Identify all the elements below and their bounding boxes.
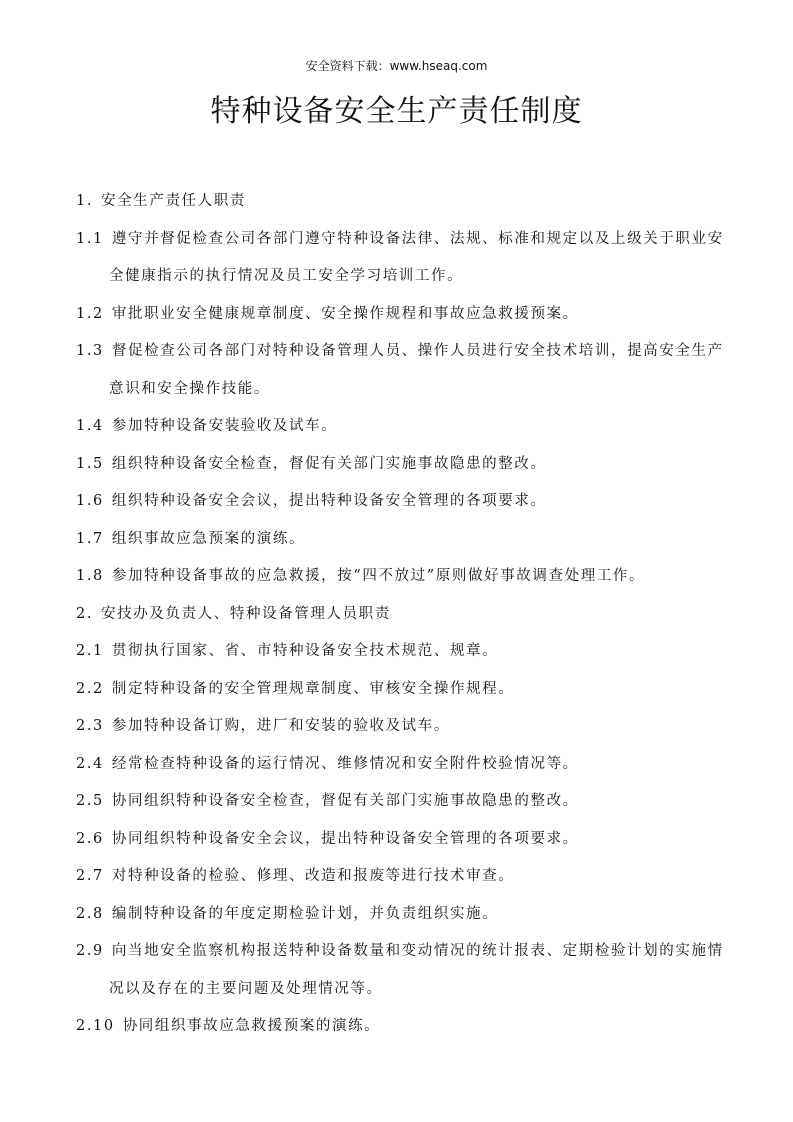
- paragraph: [76, 1008, 726, 1046]
- paragraph: [76, 558, 726, 596]
- paragraph-text: 经常检查特种设备的运行情况、维修情况和安全附件校验情况等。: [111, 755, 579, 772]
- paragraph: [76, 783, 726, 821]
- paragraph-continuation: 况以及存在的主要问题及处理情况等。: [109, 980, 383, 997]
- paragraph-text: 参加特种设备订购，进厂和安装的验收及试车。: [111, 718, 450, 734]
- paragraph-number: 2.8: [76, 905, 104, 922]
- paragraph-text: 组织事故应急预案的演练。: [111, 530, 306, 547]
- paragraph-number: 2.6: [76, 830, 104, 847]
- paragraph-text: 安全生产责任人职责: [101, 193, 246, 209]
- paragraph-text: 向当地安全监察机构报送特种设备数量和变动情况的统计报表、定期检验计划的实施情: [111, 943, 724, 959]
- paragraph: [76, 746, 726, 784]
- paragraph-number: 1.6: [76, 493, 104, 509]
- paragraph-number: 1.3: [76, 343, 104, 359]
- paragraph: [76, 408, 726, 446]
- paragraph-continuation: 全健康指示的执行情况及员工安全学习培训工作。: [109, 268, 464, 284]
- paragraph: [76, 333, 726, 408]
- paragraph-text: 审批职业安全健康规章制度、安全操作规程和事故应急救援预案。: [111, 305, 579, 322]
- paragraph-number: 2.3: [76, 718, 104, 734]
- paragraph: [76, 446, 726, 484]
- paragraph: [76, 633, 726, 671]
- paragraph-number: 1.2: [76, 305, 104, 322]
- paragraph-text: 组织特种设备安全检查，督促有关部门实施事故隐患的整改。: [111, 455, 547, 472]
- paragraph-text: 参加特种设备安装验收及试车。: [111, 418, 338, 434]
- paragraph-text: 制定特种设备的安全管理规章制度、审核安全操作规程。: [111, 680, 515, 697]
- paragraph-text: 组织特种设备安全会议，提出特种设备安全管理的各项要求。: [111, 493, 547, 509]
- paragraph-number: 2.10: [76, 1018, 115, 1034]
- paragraph: [76, 296, 726, 334]
- paragraph: [76, 521, 726, 559]
- paragraph-number: 1.5: [76, 455, 104, 472]
- paragraph-number: 2.7: [76, 868, 104, 884]
- paragraph-text: 遵守并督促检查公司各部门遵守特种设备法律、法规、标准和规定以及上级关于职业安: [111, 230, 724, 247]
- paragraph: [76, 183, 726, 221]
- paragraph: [76, 858, 726, 896]
- source-header: 安全资料下载：www.hseaq.com: [305, 59, 488, 73]
- paragraph-number: 2.5: [76, 793, 104, 809]
- paragraph: [76, 596, 726, 634]
- paragraph-text: 协同组织特种设备安全检查，督促有关部门实施事故隐患的整改。: [111, 793, 579, 809]
- paragraph: [76, 483, 726, 521]
- paragraph-text: 协同组织事故应急救援预案的演练。: [122, 1018, 381, 1034]
- paragraph-text: 协同组织特种设备安全会议，提出特种设备安全管理的各项要求。: [111, 830, 579, 847]
- paragraph-number: 1.4: [76, 418, 104, 434]
- paragraph-number: 2.2: [76, 680, 104, 697]
- paragraph: [76, 933, 726, 1008]
- paragraph-number: 1.: [76, 193, 94, 209]
- paragraph-text: 编制特种设备的年度定期检验计划，并负责组织实施。: [111, 905, 499, 922]
- paragraph-number: 2.: [76, 605, 94, 622]
- document-title: 特种设备安全生产责任制度: [210, 94, 583, 129]
- paragraph: [76, 671, 726, 709]
- paragraph-text: 对特种设备的检验、修理、改造和报废等进行技术审查。: [111, 868, 515, 884]
- paragraph-number: 2.1: [76, 643, 104, 659]
- document-body: [76, 183, 726, 1046]
- paragraph: [76, 708, 726, 746]
- paragraph-number: 2.9: [76, 943, 104, 959]
- paragraph: [76, 896, 726, 934]
- paragraph-text: 安技办及负责人、特种设备管理人员职责: [101, 605, 391, 622]
- paragraph-text: 参加特种设备事故的应急救援，按“四不放过”原则做好事故调查处理工作。: [111, 568, 646, 584]
- paragraph-number: 1.7: [76, 530, 104, 547]
- paragraph-number: 2.4: [76, 755, 104, 772]
- paragraph-continuation: 意识和安全操作技能。: [109, 380, 270, 397]
- paragraph-text: 贯彻执行国家、省、市特种设备安全技术规范、规章。: [111, 643, 499, 659]
- paragraph: [76, 821, 726, 859]
- paragraph-text: 督促检查公司各部门对特种设备管理人员、操作人员进行安全技术培训，提高安全生产: [111, 343, 724, 359]
- paragraph: [76, 221, 726, 296]
- paragraph-number: 1.1: [76, 230, 104, 247]
- paragraph-number: 1.8: [76, 568, 104, 584]
